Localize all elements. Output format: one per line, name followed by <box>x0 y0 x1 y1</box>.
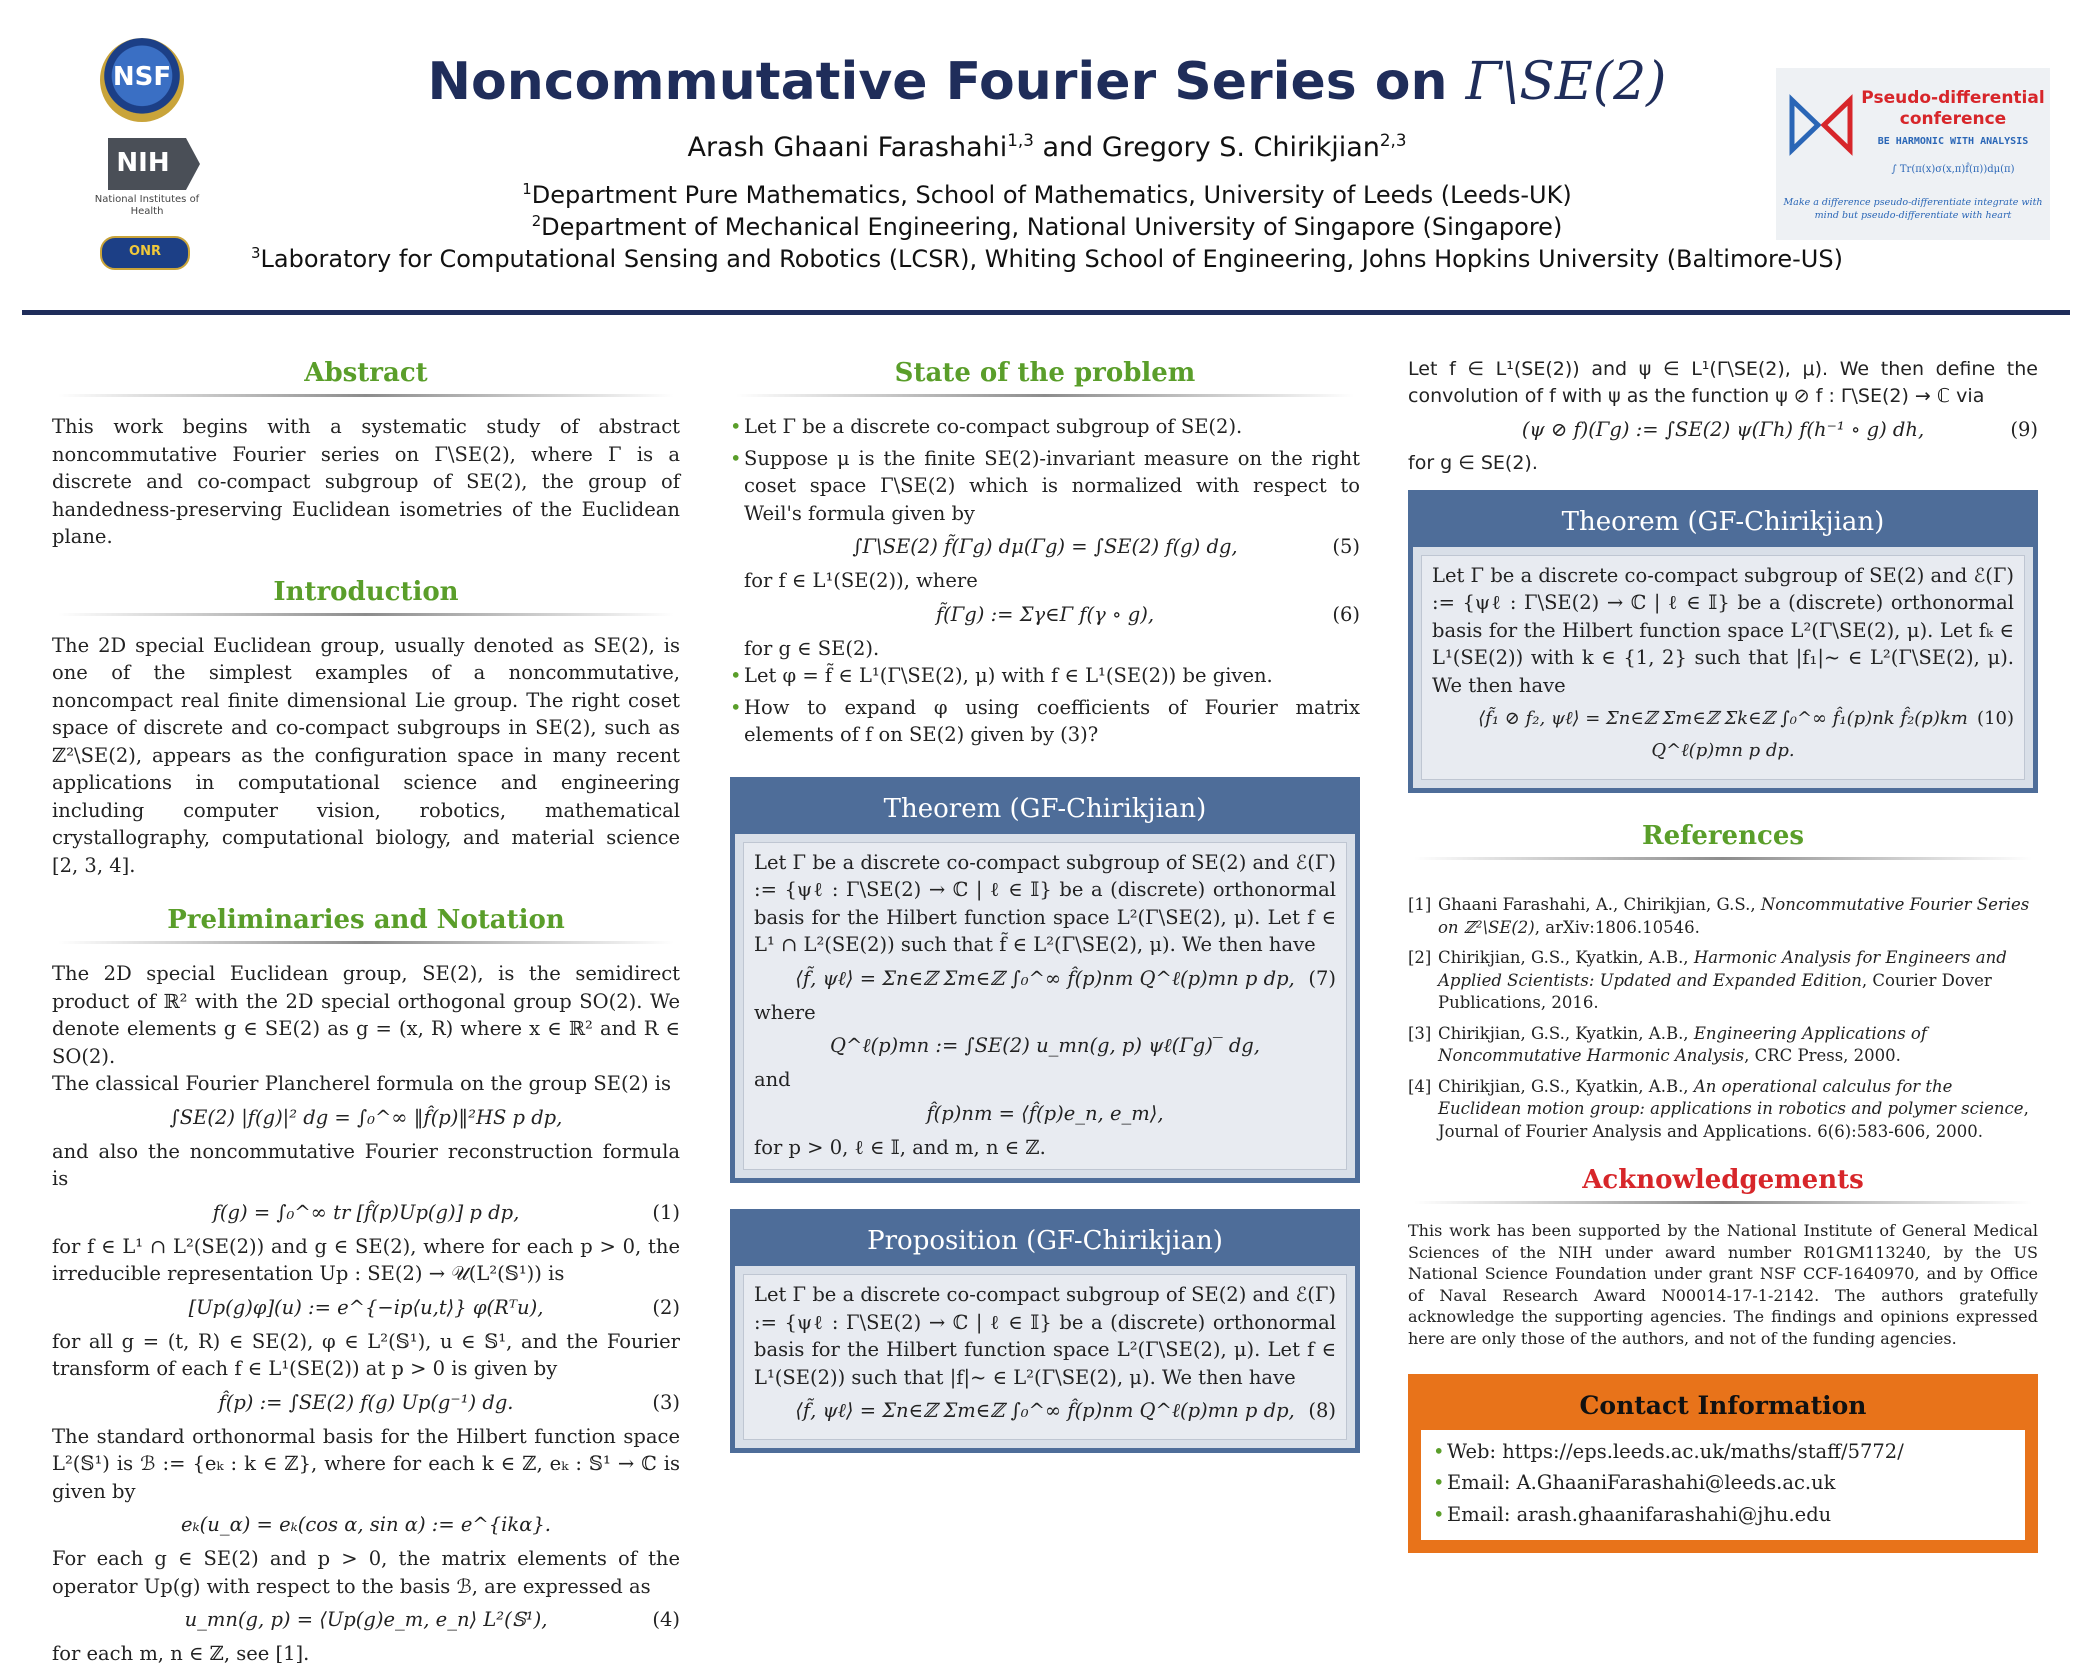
prelim-paragraph-6: The standard orthonormal basis for the Hilbert function space L²(𝕊¹) is ℬ := {eₖ : k ∈ ℤ}, where for each k ∈ ℤ, eₖ : 𝕊¹ → ℂ is given by <box>52 1424 680 1503</box>
affiliation-1: $^1$Department Pure Mathematics, School of Mathematics, University of Leeds (Leeds-UK) <box>522 180 1572 209</box>
introduction-text: The 2D special Euclidean group, usually denoted as SE(2), is one of the simplest examples of a noncommutative, noncompact real finite dimensional Lie group. The right coset space of discrete and co-compact subgroups in SE(2), such as ℤ²\SE(2), appears as the configuration space in many recent applications in computational science and engineering including computer vision, robotics, mathematical crystallography, computational biology, and material science [2, 3, 4]. <box>52 633 680 877</box>
equation-fhat: f̂(p)nm = ⟨f̂(p)e_n, e_m⟩, <box>926 1101 1164 1125</box>
equation-7: ⟨f̃, ψℓ⟩ = Σn∈ℤ Σm∈ℤ ∫₀^∞ f̂(p)nm Q^ℓ(p)mn p dp, (7) <box>795 966 1336 990</box>
column-middle <box>730 340 1360 1453</box>
equation-4: u_mn(g, p) = ⟨Up(g)e_m, e_n⟩ L²(𝕊¹), (4) <box>184 1608 680 1631</box>
nsf-logo: NSF <box>100 38 184 122</box>
theorem-1-where: where <box>754 1000 816 1024</box>
prelim-paragraph-2: The classical Fourier Plancherel formula on the group SE(2) is <box>52 1072 672 1095</box>
prelim-paragraph-5: for all g = (t, R) ∈ SE(2), φ ∈ L²(𝕊¹), u ∈ 𝕊¹, and the Fourier transform of each f ∈ L¹(SE(2)) at p > 0 is given by <box>52 1329 680 1380</box>
column-left <box>52 340 680 1668</box>
abstract-text: This work begins with a systematic study of abstract noncommutative Fourier series on Γ\SE(2), where Γ is a discrete and co-compact subgroup of SE(2), the group of handedness-preserving Euclidean isometries of the Euclidean plane. <box>52 415 680 548</box>
convolution-after: for g ∈ SE(2). <box>1408 452 1538 474</box>
reference-item: [3] Chirikjian, G.S., Kyatkin, A.B., Engineering Applications of Noncommutative Harmonic Analysis, CRC Press, 2000. <box>1408 1023 1927 1065</box>
equation-6: f̃(Γg) := Σγ∈Γ f(γ ∘ g), (6) <box>935 602 1360 626</box>
prelim-paragraph-8: for each m, n ∈ ℤ, see [1]. <box>52 1642 310 1665</box>
equation-10: ⟨f̃₁ ⊘ f₂, ψℓ⟩ = Σn∈ℤ Σm∈ℤ Σk∈ℤ ∫₀^∞ f̂₁(p)nk f̂₂(p)km Q^ℓ(p)mn p dp. (10) <box>1478 708 2014 761</box>
contact-heading: Contact Information <box>1579 1390 1867 1420</box>
equation-plancherel: ∫SE(2) |f(g)|² dg = ∫₀^∞ ‖f̂(p)‖²HS p dp, <box>169 1105 563 1129</box>
equation-1: f(g) = ∫₀^∞ tr [f̂(p)Up(g)] p dp, (1) <box>212 1200 680 1224</box>
proposition-text: Let Γ be a discrete co-compact subgroup of SE(2) and ℰ(Γ) := {ψℓ : Γ\SE(2) → ℂ | ℓ ∈ 𝕀} be a (discrete) orthonormal basis for the Hilbert function space L²(Γ\SE(2), μ). Let f ∈ L¹(SE(2)) such that |f|~ ∈ L²(Γ\SE(2), μ). We then have <box>754 1283 1336 1389</box>
theorem-block-1 <box>730 777 1360 1184</box>
proposition-block <box>730 1209 1360 1453</box>
prelim-paragraph-3: and also the noncommutative Fourier reconstruction formula is <box>52 1139 680 1190</box>
contact-email-1[interactable]: • Email: A.GhaaniFarashahi@leeds.ac.uk <box>1433 1469 2013 1497</box>
theorem-1-and: and <box>754 1068 791 1091</box>
preliminaries-heading: Preliminaries and Notation <box>167 905 565 935</box>
reference-list <box>1408 894 2038 1143</box>
heading-rule <box>58 394 674 397</box>
reference-item: [4] Chirikjian, G.S., Kyatkin, A.B., An operational calculus for the Euclidean motion group: applications in robotics and polymer science, Journal of Fourier Analysis and Applications. 6(6):583-606, 2000. <box>1408 1076 2029 1141</box>
heading-rule <box>1414 857 2032 860</box>
introduction-heading: Introduction <box>273 576 459 607</box>
prelim-paragraph-1: The 2D special Euclidean group, SE(2), is the semidirect product of ℝ² with the 2D special orthogonal group SO(2). We denote elements g ∈ SE(2) as g = (x, R) where x ∈ ℝ² and R ∈ SO(2). <box>52 962 680 1068</box>
state-list <box>730 413 1360 527</box>
theorem-2-heading: Theorem (GF-Chirikjian) <box>1413 495 2033 547</box>
list-item: • Let φ = f̃ ∈ L¹(Γ\SE(2), μ) with f ∈ L¹(SE(2)) be given. <box>730 662 1360 690</box>
heading-rule <box>736 394 1354 397</box>
conference-logo: Pseudo-differential conference BE HARMONIC WITH ANALYSIS ∫ Tr(π(x)σ(x,π)f̂(π))dμ(π) Make a difference pseudo-differentiate integrate with mind but pseudo-differentiate with heart <box>1776 68 2050 240</box>
theorem-2-text: Let Γ be a discrete co-compact subgroup of SE(2) and ℰ(Γ) := {ψℓ : Γ\SE(2) → ℂ | ℓ ∈ 𝕀} be a (discrete) orthonormal basis for the Hilbert function space L²(Γ\SE(2), μ). Let fₖ ∈ L¹(SE(2)) with k ∈ {1, 2} such that |f₁|~ ∈ L²(Γ\SE(2), μ). We then have <box>1432 563 2014 697</box>
references-heading: References <box>1641 821 1805 851</box>
nih-caption: National Institutes of Health <box>94 194 200 217</box>
state-heading: State of the problem <box>894 358 1196 388</box>
theorem-2-body <box>1421 555 2025 781</box>
affiliation-2: $^2$Department of Mechanical Engineering, National University of Singapore (Singapore) <box>531 212 1563 241</box>
proposition-heading: Proposition (GF-Chirikjian) <box>735 1214 1355 1266</box>
poster-title: Noncommutative Fourier Series on Γ\SE(2) <box>427 52 1667 112</box>
convolution-text: Let f ∈ L¹(SE(2)) and ψ ∈ L¹(Γ\SE(2), μ). We then define the convolution of f with ψ as the function ψ ⊘ f : Γ\SE(2) → ℂ via <box>1408 358 2038 407</box>
header-divider <box>22 310 2070 315</box>
contact-body <box>1421 1430 2025 1541</box>
reference-item: [2] Chirikjian, G.S., Kyatkin, A.B., Harmonic Analysis for Engineers and Applied Scientists: Updated and Expanded Edition, Courier Dover Publications, 2016. <box>1408 948 2007 1012</box>
state-text-1: for f ∈ L¹(SE(2)), where <box>744 569 978 592</box>
theorem-1-for: for p > 0, ℓ ∈ 𝕀, and m, n ∈ ℤ. <box>754 1135 1046 1159</box>
state-text-2: for g ∈ SE(2). <box>744 636 880 660</box>
list-item: • Let Γ be a discrete co-compact subgroup of SE(2). <box>730 413 1360 441</box>
nih-logo: NIH <box>108 138 186 190</box>
list-item: • Suppose μ is the finite SE(2)-invariant measure on the right coset space Γ\SE(2) which is normalized with respect to Weil's formula given by <box>730 445 1360 528</box>
theorem-1-text: Let Γ be a discrete co-compact subgroup of SE(2) and ℰ(Γ) := {ψℓ : Γ\SE(2) → ℂ | ℓ ∈ 𝕀} be a (discrete) orthonormal basis for the Hilbert function space L²(Γ\SE(2), μ). Let f ∈ L¹ ∩ L²(SE(2)) such that f̃ ∈ L²(Γ\SE(2), μ). We then have <box>754 850 1336 956</box>
contact-web-link[interactable]: • Web: https://eps.leeds.ac.uk/maths/staff/5772/ <box>1433 1438 2013 1466</box>
contact-email-2[interactable]: • Email: arash.ghaanifarashahi@jhu.edu <box>1433 1501 2013 1529</box>
poster-authors: Arash Ghaani Farashahi$^{1,3}$ and Gregory S. Chirikjian$^{2,3}$ <box>687 130 1407 163</box>
list-item: • How to expand φ using coefficients of Fourier matrix elements of f on SE(2) given by (3)? <box>730 694 1360 749</box>
acknowledgements-text: This work has been supported by the National Institute of General Medical Sciences of the NIH under award number R01GM113240, by the US National Science Foundation under grant NSF CCF-1640970, and by Office of Naval Research Award N00014-17-1-2142. The authors gratefully acknowledge the supporting agencies. The findings and opinions expressed here are only those of the authors, and not of the funding agencies. <box>1408 1221 2038 1348</box>
equation-q: Q^ℓ(p)mn := ∫SE(2) u_mn(g, p) ψℓ(Γg)‾ dg, <box>830 1034 1260 1057</box>
heading-rule <box>58 941 674 944</box>
prelim-paragraph-4: for f ∈ L¹ ∩ L²(SE(2)) and g ∈ SE(2), where for each p > 0, the irreducible representation Up : SE(2) → 𝒰(L²(𝕊¹)) is <box>52 1234 680 1285</box>
poster-header <box>0 0 2094 316</box>
equation-5: ∫Γ\SE(2) f̃(Γg) dμ(Γg) = ∫SE(2) f(g) dg, (5) <box>852 535 1360 558</box>
reference-item: [1] Ghaani Farashahi, A., Chirikjian, G.S., Noncommutative Fourier Series on ℤ²\SE(2), arXiv:1806.10546. <box>1408 895 2030 937</box>
affiliation-3: $^3$Laboratory for Computational Sensing and Robotics (LCSR), Whiting School of Engineering, Johns Hopkins University (Baltimore-US) <box>251 244 1843 273</box>
state-list-2 <box>730 662 1360 749</box>
equation-2: [Up(g)φ](u) := e^{−ip⟨u,t⟩} φ(Rᵀu), (2) <box>188 1295 680 1319</box>
theorem-1-body <box>743 842 1347 1171</box>
equation-basis: eₖ(u_α) = eₖ(cos α, sin α) := e^{ikα}. <box>181 1513 551 1536</box>
equation-8: ⟨f̃, ψℓ⟩ = Σn∈ℤ Σm∈ℤ ∫₀^∞ f̂(p)nm Q^ℓ(p)mn p dp, (8) <box>795 1399 1336 1422</box>
contact-list <box>1433 1438 2013 1529</box>
equation-3: f̂(p) := ∫SE(2) f(g) Up(g⁻¹) dg. (3) <box>218 1390 680 1414</box>
contact-block <box>1408 1374 2038 1554</box>
conference-emblem-icon <box>1788 90 1854 160</box>
heading-rule <box>1414 1201 2032 1204</box>
heading-rule <box>58 613 674 616</box>
theorem-block-2 <box>1408 490 2038 794</box>
acknowledgements-heading: Acknowledgements <box>1582 1165 1864 1195</box>
theorem-1-heading: Theorem (GF-Chirikjian) <box>735 782 1355 834</box>
prelim-paragraph-7: For each g ∈ SE(2) and p > 0, the matrix elements of the operator Up(g) with respect to the basis ℬ, are expressed as <box>52 1547 680 1598</box>
equation-9: (ψ ⊘ f)(Γg) := ∫SE(2) ψ(Γh) f(h⁻¹ ∘ g) dh, (9) <box>1521 418 2038 441</box>
abstract-heading: Abstract <box>304 358 428 388</box>
column-right <box>1408 356 2038 1553</box>
proposition-body <box>743 1274 1347 1440</box>
onr-logo: ONR <box>100 236 190 270</box>
